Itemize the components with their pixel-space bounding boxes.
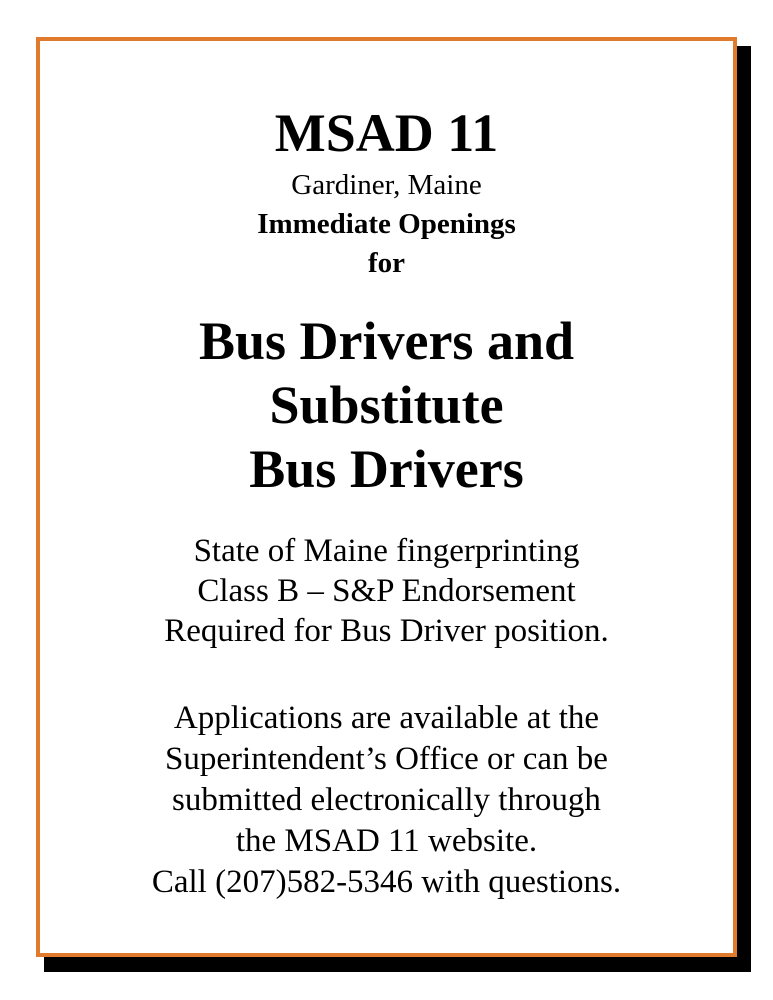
application-line: Applications are available at the [173, 700, 600, 736]
flyer-frame [36, 37, 737, 957]
headline-line: Substitute [269, 375, 504, 435]
district-title: MSAD 11 [274, 103, 499, 163]
application-line: Superintendent’s Office or can be [165, 741, 608, 777]
headline-line: Bus Drivers and [198, 311, 575, 371]
for-text: for [367, 247, 406, 279]
requirement-line: State of Maine fingerprinting [193, 533, 580, 569]
headline-line: Bus Drivers [249, 439, 524, 499]
position-headline [40, 309, 733, 501]
application-line: submitted electronically through [172, 782, 601, 818]
requirement-line: Class B – S&P Endorsement [197, 573, 576, 609]
contact-line: Call (207)582-5346 with questions. [151, 864, 622, 900]
location-text: Gardiner, Maine [291, 169, 482, 201]
requirement-line: Required for Bus Driver position. [164, 613, 609, 649]
application-line: the MSAD 11 website. [235, 823, 538, 859]
requirements-block [40, 531, 733, 651]
openings-text: Immediate Openings [257, 208, 516, 240]
applications-block [40, 698, 733, 903]
